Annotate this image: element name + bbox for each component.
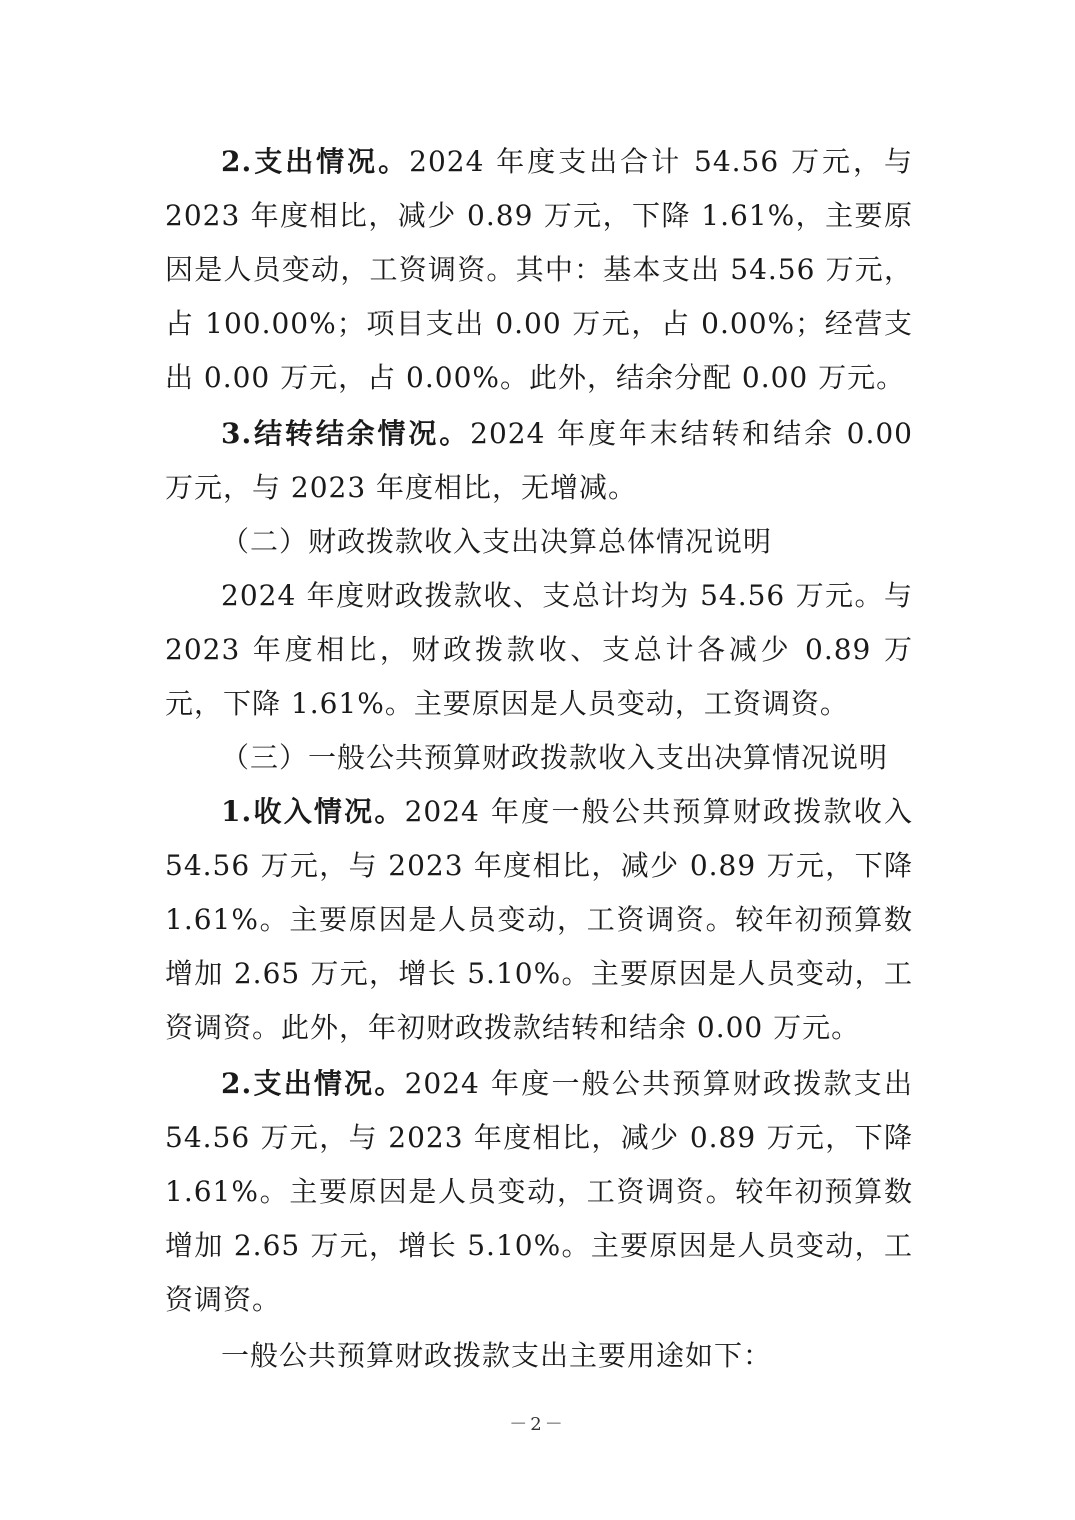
paragraph-expenditure <box>165 135 913 405</box>
paragraph-carryover <box>165 407 913 515</box>
section-heading-2: （二）财政拨款收入支出决算总体情况说明 <box>221 525 773 558</box>
document-body <box>165 135 913 1383</box>
paragraph-text: 2024 年度财政拨款收、支总计均为 54.56 万元。与 2023 年度相比，财政拨款收、支总计各减少 0.89 万元，下降 1.61%。主要原因是人员变动，工资调资。 <box>165 579 913 720</box>
paragraph-fiscal-total <box>165 569 913 731</box>
paragraph-lead: 2.支出情况。 <box>221 145 410 178</box>
paragraph-lead: 2.支出情况。 <box>221 1067 405 1100</box>
paragraph-general-expenditure <box>165 1057 913 1327</box>
paragraph-lead: 1.收入情况。 <box>221 795 405 828</box>
paragraph-lead: 3.结转结余情况。 <box>221 417 471 450</box>
paragraph-text: 2024 年度年末结转和结余 0.00 万元，与 2023 年度相比，无增减。 <box>165 417 913 504</box>
section-heading-3: （三）一般公共预算财政拨款收入支出决算情况说明 <box>221 741 889 774</box>
page-number: －2－ <box>509 1414 566 1435</box>
paragraph-text: 2024 年度一般公共预算财政拨款支出 54.56 万元，与 2023 年度相比，减少 0.89 万元，下降 1.61%。主要原因是人员变动，工资调资。较年初预算数增加 2.65 万元，增长 5.10%。主要原因是人员变动，工资调资。 <box>165 1067 913 1316</box>
paragraph-uses-intro <box>165 1329 913 1383</box>
paragraph-text: 一般公共预算财政拨款支出主要用途如下： <box>221 1339 773 1372</box>
paragraph-income <box>165 785 913 1055</box>
paragraph-text: 2024 年度支出合计 54.56 万元，与 2023 年度相比，减少 0.89 万元，下降 1.61%，主要原因是人员变动，工资调资。其中：基本支出 54.56 万元，占 100.00%；项目支出 0.00 万元，占 0.00%；经营支出 0.00 万元，占 0.00%。此外，结余分配 0.00 万元。 <box>165 145 914 394</box>
paragraph-text: 2024 年度一般公共预算财政拨款收入 54.56 万元，与 2023 年度相比，减少 0.89 万元，下降 1.61%。主要原因是人员变动，工资调资。较年初预算数增加 2.65 万元，增长 5.10%。主要原因是人员变动，工资调资。此外，年初财政拨款结转和结余 0.00 万元。 <box>165 795 913 1044</box>
